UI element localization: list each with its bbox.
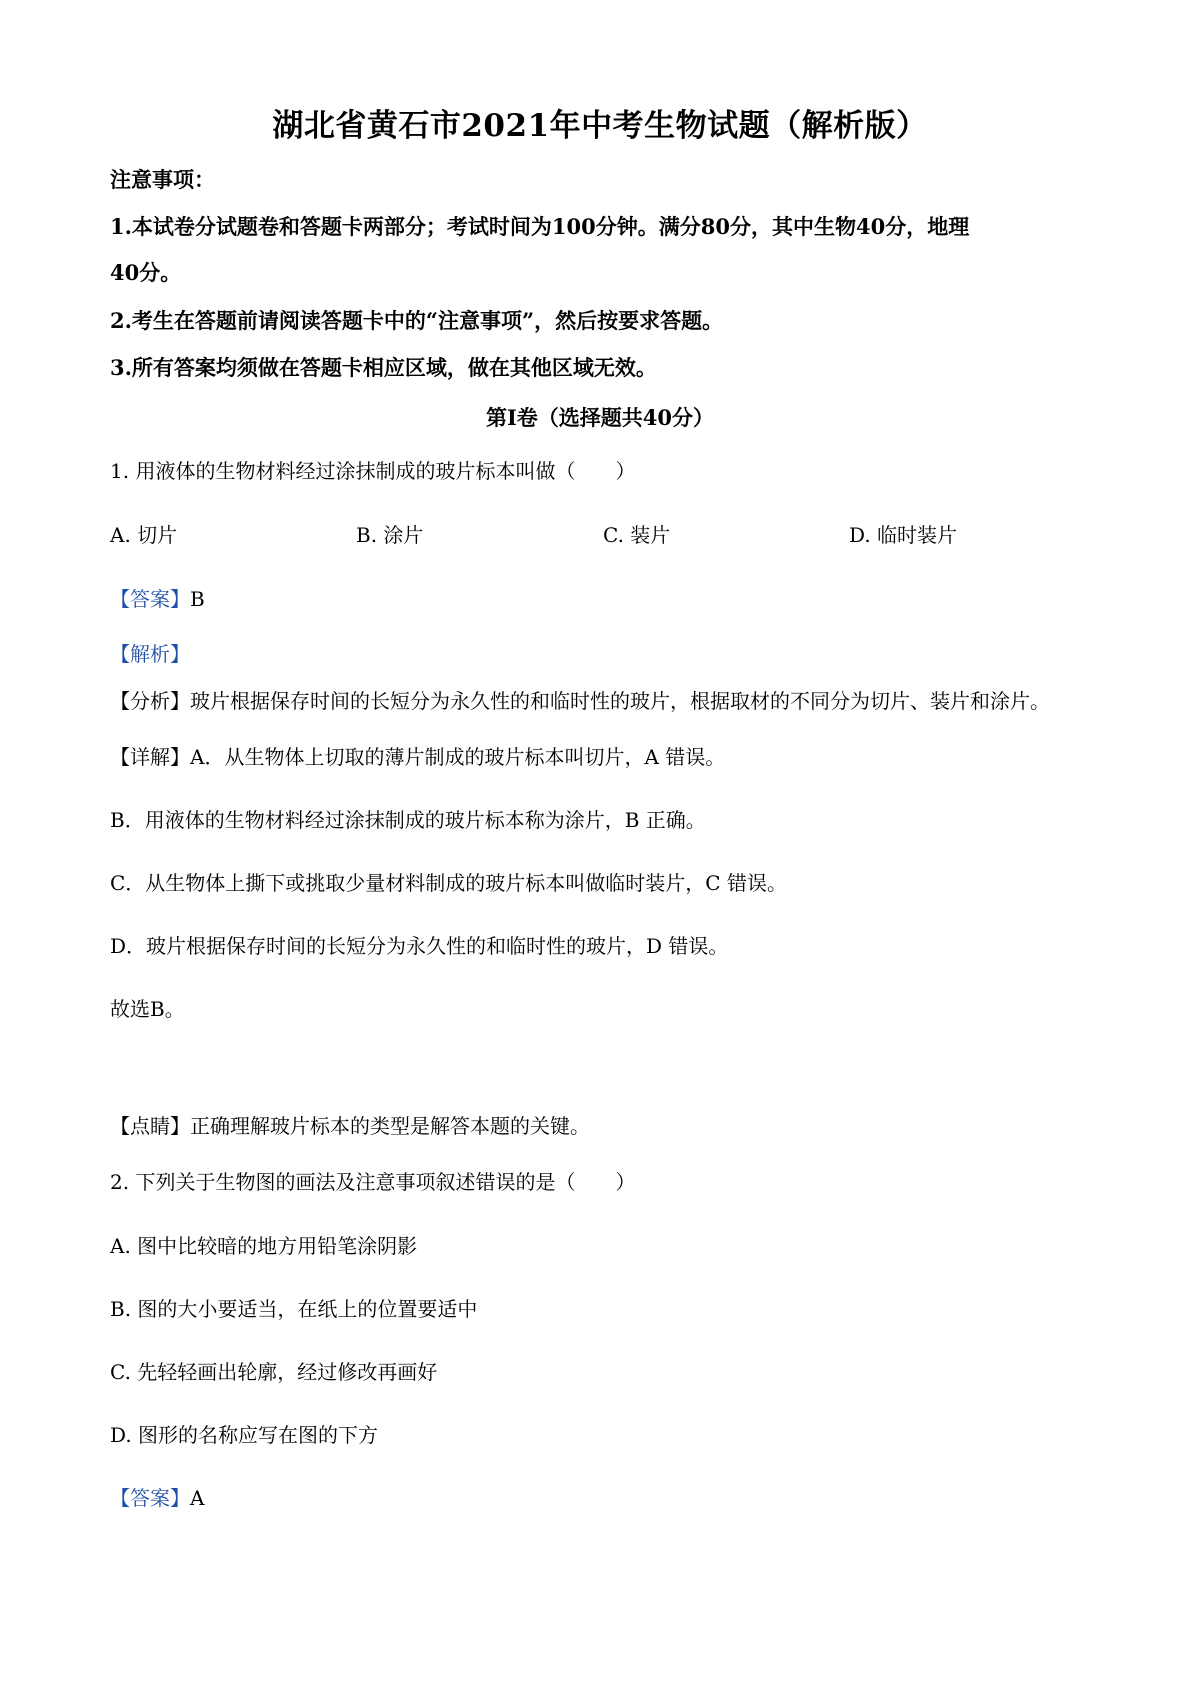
q1-answer — [110, 584, 205, 614]
dianjing-tag: 【点睛】 — [110, 1114, 190, 1138]
fenxi-text: 玻片根据保存时间的长短分为永久性的和临时性的玻片，根据取材的不同分为切片、装片和涂片。 — [190, 689, 1050, 713]
q1-xiangjie-c: C．从生物体上撕下或挑取少量材料制成的玻片标本叫做临时装片，C 错误。 — [110, 871, 787, 895]
xiangjie-tag: 【详解】 — [110, 745, 190, 769]
q1-option-d: D. 临时装片 — [849, 523, 958, 547]
answer-value: A — [190, 1486, 205, 1510]
q1-analysis-heading — [110, 639, 190, 669]
q2-option-b: B. 图的大小要适当，在纸上的位置要适中 — [110, 1297, 478, 1321]
notice-item-2: 2.考生在答题前请阅读答题卡中的“注意事项”，然后按要求答题。 — [110, 308, 724, 333]
fenxi-tag: 【分析】 — [110, 689, 190, 713]
q1-option-b: B. 涂片 — [356, 523, 424, 547]
xiangjie-a-text: A．从生物体上切取的薄片制成的玻片标本叫切片，A 错误。 — [190, 745, 726, 769]
answer-tag: 【答案】 — [110, 1486, 190, 1510]
q1-option-a: A. 切片 — [110, 523, 178, 547]
q1-dianjing — [110, 1111, 590, 1141]
notice-item-3: 3.所有答案均须做在答题卡相应区域，做在其他区域无效。 — [110, 355, 657, 380]
q1-xiangjie-d: D．玻片根据保存时间的长短分为永久性的和临时性的玻片，D 错误。 — [110, 934, 729, 958]
answer-value: B — [190, 587, 205, 611]
q2-option-a: A. 图中比较暗的地方用铅笔涂阴影 — [110, 1234, 418, 1258]
notice-item-1-continued: 40分。 — [110, 260, 182, 285]
q2-option-c: C. 先轻轻画出轮廓，经过修改再画好 — [110, 1360, 438, 1384]
q2-stem: 2. 下列关于生物图的画法及注意事项叙述错误的是（ ） — [110, 1170, 636, 1194]
notice-item-1: 1.本试卷分试题卷和答题卡两部分；考试时间为100分钟。满分80分，其中生物40分，地理 — [110, 214, 970, 239]
q1-xiangjie-a — [110, 742, 725, 772]
q1-fenxi — [110, 686, 1050, 716]
notice-heading: 注意事项： — [110, 167, 215, 192]
q2-option-d: D. 图形的名称应写在图的下方 — [110, 1423, 379, 1447]
q2-answer — [110, 1483, 204, 1513]
q1-option-c: C. 装片 — [603, 523, 671, 547]
document-title: 湖北省黄石市2021年中考生物试题（解析版） — [272, 108, 928, 144]
q1-stem: 1. 用液体的生物材料经过涂抹制成的玻片标本叫做（ ） — [110, 459, 636, 483]
section-heading: 第Ⅰ卷（选择题共40分） — [485, 405, 715, 430]
q1-conclusion: 故选B。 — [110, 997, 185, 1021]
q1-xiangjie-b: B．用液体的生物材料经过涂抹制成的玻片标本称为涂片，B 正确。 — [110, 808, 706, 832]
analysis-tag: 【解析】 — [110, 642, 190, 666]
dianjing-text: 正确理解玻片标本的类型是解答本题的关键。 — [190, 1114, 590, 1138]
answer-tag: 【答案】 — [110, 587, 190, 611]
